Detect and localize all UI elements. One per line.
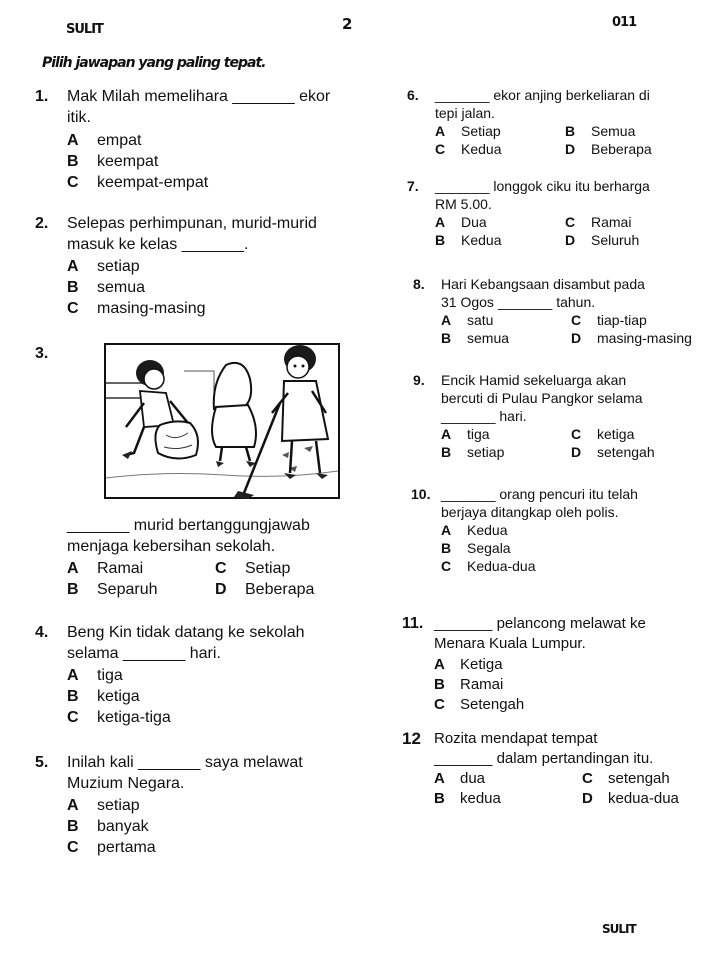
question-number: 12 [402, 729, 421, 748]
question-stem-line: 31 Ogos _______ tahun. [441, 294, 596, 310]
page-number: 2 [342, 15, 352, 33]
question-number: 8. [413, 276, 425, 292]
option-c[interactable]: C Ramai [565, 214, 632, 230]
question-number: 11. [402, 615, 424, 632]
question-stem-line: bercuti di Pulau Pangkor selama [441, 390, 643, 406]
option-a[interactable]: A Dua [435, 214, 487, 230]
option-b[interactable]: B Semua [565, 123, 636, 139]
question-number: 6. [407, 87, 419, 103]
question-number: 2. [35, 215, 49, 232]
question-stem-line: berjaya ditangkap oleh polis. [441, 504, 619, 520]
option-b[interactable]: B Separuh [67, 581, 158, 598]
option-a[interactable]: A setiap [67, 797, 140, 814]
option-d[interactable]: D Seluruh [565, 232, 640, 248]
question-number: 10. [411, 486, 431, 502]
question-stem-line: _______ dalam pertandingan itu. [434, 750, 654, 767]
option-c[interactable]: C Setengah [434, 696, 525, 713]
option-b[interactable]: B Segala [441, 540, 511, 556]
option-a[interactable]: A empat [67, 132, 142, 149]
option-a[interactable]: A Ketiga [434, 656, 503, 673]
option-b[interactable]: B Kedua [435, 232, 502, 248]
option-c[interactable]: C tiap-tiap [571, 312, 647, 328]
option-b[interactable]: B ketiga [67, 688, 140, 705]
question-stem-line: Menara Kuala Lumpur. [434, 635, 586, 652]
option-d[interactable]: D Beberapa [565, 141, 652, 157]
question-number: 5. [35, 754, 49, 771]
illustration-children-cleaning [104, 343, 340, 499]
option-a[interactable]: A dua [434, 770, 486, 787]
question-stem-line: Rozita mendapat tempat [434, 730, 598, 747]
question-stem-line: menjaga kebersihan sekolah. [67, 538, 276, 555]
header-sulit-left: SULIT [66, 22, 103, 37]
question-stem-line: Mak Milah memelihara _______ ekor [67, 88, 331, 105]
option-b[interactable]: B semua [441, 330, 510, 346]
option-c[interactable]: C masing-masing [67, 300, 206, 317]
question-stem-line: _______ orang pencuri itu telah [441, 486, 638, 502]
question-stem-line: _______ pelancong melawat ke [434, 615, 646, 632]
question-stem-line: Muzium Negara. [67, 775, 185, 792]
option-a[interactable]: A tiga [441, 426, 490, 442]
option-c[interactable]: C pertama [67, 839, 156, 856]
question-number: 7. [407, 178, 419, 194]
option-c[interactable]: C Kedua [435, 141, 502, 157]
question-stem-line: Selepas perhimpunan, murid-murid [67, 215, 317, 232]
question-stem-line: Beng Kin tidak datang ke sekolah [67, 624, 305, 641]
question-stem-line: itik. [67, 109, 91, 126]
paper-code: 011 [612, 15, 637, 30]
question-stem-line: Inilah kali _______ saya melawat [67, 754, 303, 771]
option-d[interactable]: D setengah [571, 444, 655, 460]
question-stem-line: tepi jalan. [435, 105, 495, 121]
option-c[interactable]: C Kedua-dua [441, 558, 536, 574]
option-c[interactable]: C setengah [582, 770, 670, 787]
footer-sulit: SULIT [602, 922, 636, 936]
option-b[interactable]: B keempat [67, 153, 159, 170]
option-b[interactable]: B setiap [441, 444, 505, 460]
option-a[interactable]: A Ramai [67, 560, 144, 577]
question-stem-line: RM 5.00. [435, 196, 492, 212]
option-d[interactable]: D kedua-dua [582, 790, 679, 807]
question-stem-line: masuk ke kelas _______. [67, 236, 249, 253]
option-c[interactable]: C keempat-empat [67, 174, 209, 191]
option-c[interactable]: C ketiga [571, 426, 635, 442]
option-a[interactable]: A satu [441, 312, 494, 328]
option-b[interactable]: B semua [67, 279, 146, 296]
instruction: Pilih jawapan yang paling tepat. [42, 55, 266, 71]
question-stem-line: _______ hari. [441, 408, 527, 424]
option-a[interactable]: A setiap [67, 258, 140, 275]
question-stem-line: _______ ekor anjing berkeliaran di [435, 87, 650, 103]
question-number: 4. [35, 624, 49, 641]
question-stem-line: _______ longgok ciku itu berharga [435, 178, 650, 194]
question-number: 9. [413, 372, 425, 388]
option-c[interactable]: C Setiap [215, 560, 291, 577]
question-stem-line: Hari Kebangsaan disambut pada [441, 276, 645, 292]
option-d[interactable]: D Beberapa [215, 581, 315, 598]
question-3 [67, 515, 367, 600]
option-a[interactable]: A Setiap [435, 123, 501, 139]
question-stem-line: selama _______ hari. [67, 645, 221, 662]
option-b[interactable]: B Ramai [434, 676, 504, 693]
question-stem-line: Encik Hamid sekeluarga akan [441, 372, 627, 388]
option-b[interactable]: B banyak [67, 818, 149, 835]
option-b[interactable]: B kedua [434, 790, 501, 807]
option-d[interactable]: D masing-masing [571, 330, 692, 346]
option-c[interactable]: C ketiga-tiga [67, 709, 171, 726]
option-a[interactable]: A tiga [67, 667, 123, 684]
question-stem-line: _______ murid bertanggungjawab [67, 517, 310, 534]
option-a[interactable]: A Kedua [441, 522, 508, 538]
question-number: 1. [35, 88, 49, 105]
